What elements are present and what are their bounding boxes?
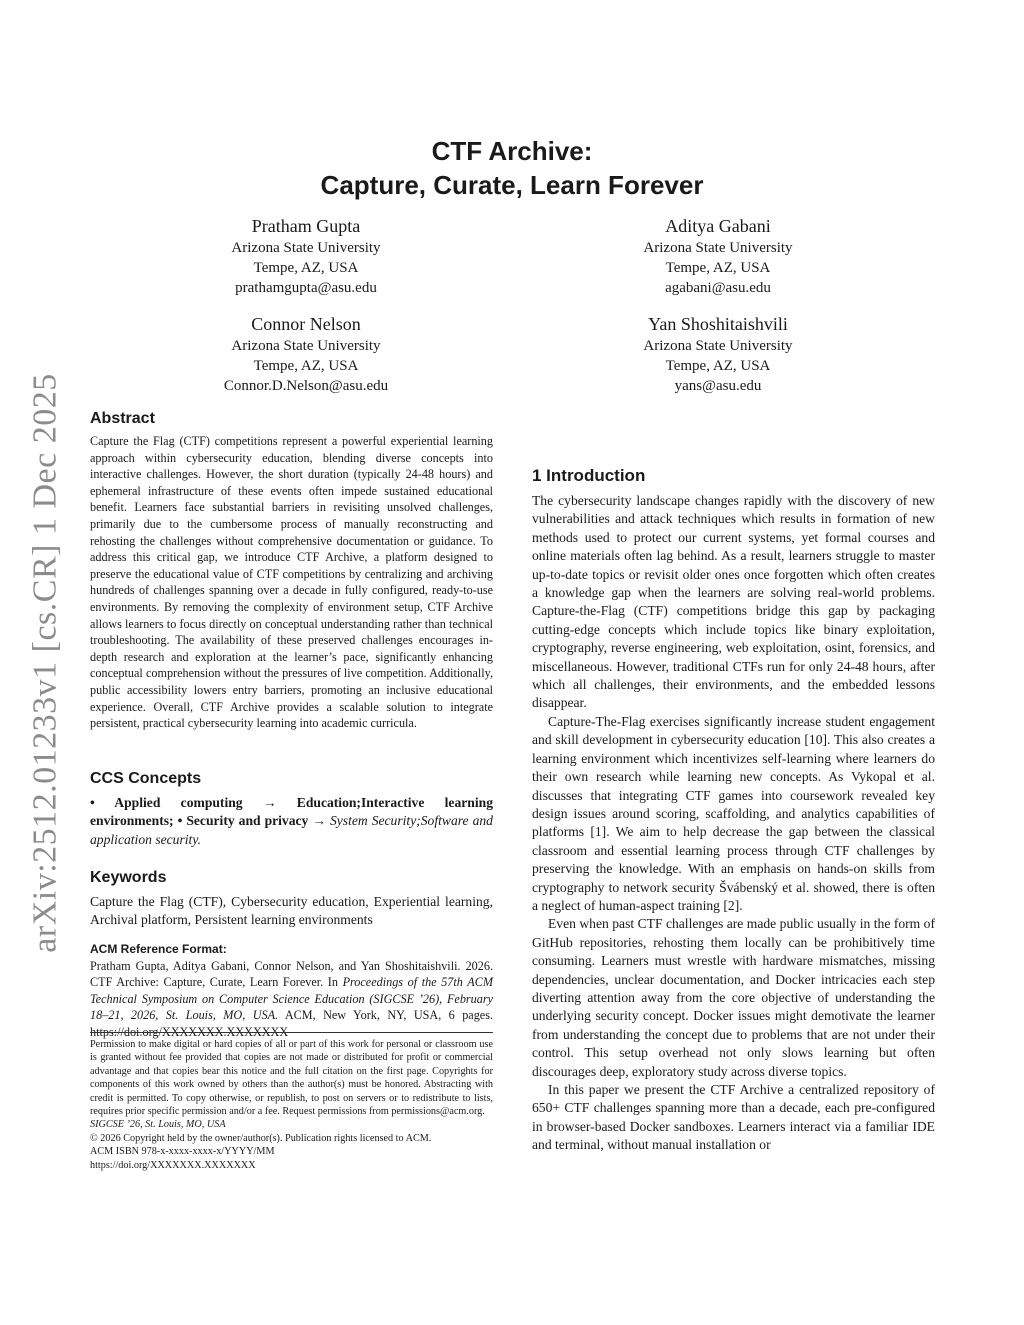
- intro-paragraph-4: In this paper we present the CTF Archive a centralized repository of 650+ CTF challenges spanning more than a decade, each pre-configured in browser-based Docker sandboxes. Learners interact via a familiar IDE and terminal, without manual installation or: [532, 1082, 935, 1153]
- author-location: Tempe, AZ, USA: [665, 260, 771, 276]
- author-email: Connor.D.Nelson@asu.edu: [223, 378, 389, 394]
- doi-line: https://doi.org/XXXXXXX.XXXXXXX: [90, 1159, 256, 1171]
- author-location: Tempe, AZ, USA: [253, 358, 359, 374]
- intro-paragraph-3: Even when past CTF challenges are made public usually in the form of GitHub repositories, rehosting them locally can be prohibitively time consuming. Learners must wrestle with hardware mismatches, missing dependencies, unclear documentation, and Docker intricacies each step diverting attention away from the core objective of understanding the underlying security concept. Docker issues might demotivate the learner from understanding the concept due to problems that are not under their control. This setup overhead not only slows learning but often discourages deep, exploratory study across diverse topics.: [532, 916, 935, 1079]
- author-block-4: [568, 312, 868, 396]
- footnote-rule: [90, 1032, 493, 1033]
- author-block-2: [568, 214, 868, 298]
- ccs-concepts-section: [90, 769, 493, 849]
- keywords-section: [90, 868, 493, 930]
- author-name: Pratham Gupta: [251, 216, 361, 236]
- abstract-text: Capture the Flag (CTF) competitions represent a powerful experiential learning approach within cybersecurity education, blending diverse concepts into interactive challenges. However, the short duration (typically 24-48 hours) and ephemeral infrastructure of these events often impede sustained educational benefit. Learners face substantial barriers in revisiting unsolved challenges, primarily due to the cumbersome process of manually reconstructing and rehosting the challenges without comprehensive documentation or guidance. To address this critical gap, we introduce CTF Archive, a platform designed to preserve the educational value of CTF competitions by centralizing and archiving hundreds of challenges spanning over a decade in fully configured, ready-to-use environments. By removing the complexity of environment setup, CTF Archive allows learners to focus directly on conceptual understanding rather than technical troubleshooting. The availability of these preserved challenges encourages in-depth research and exploration at the learner’s pace, significantly enhancing conceptual comprehension without the pressures of live competition. Additionally, public accessibility lowers entry barriers, promoting an inclusive educational experience. Overall, CTF Archive provides a scalable solution to integrate persistent, practical cybersecurity learning into academic curricula.: [90, 434, 493, 731]
- abstract-heading: Abstract: [90, 410, 155, 427]
- paper-title-line-2: Capture, Curate, Learn Forever: [320, 170, 704, 200]
- keywords-heading: Keywords: [90, 869, 167, 886]
- acm-reference-text: [90, 958, 493, 1041]
- isbn-line: ACM ISBN 978-x-xxxx-xxxx-x/YYYY/MM: [90, 1146, 275, 1158]
- intro-paragraph-1: The cybersecurity landscape changes rapidly with the discovery of new vulnerabilities and attack techniques which results in formation of new methods used to protect our current systems, yet formal courses and online materials often lag behind. As a result, learners struggle to master up-to-date topics or revisit older ones once forgotten which often creates a knowledge gap when the learners are solving real-world problems. Capture-the-Flag (CTF) competitions bridge this gap by packaging cutting-edge concepts which include topics like binary exploitation, cryptography, reverse engineering, web exploitation, osint, forensics, and miscellaneous. However, traditional CTFs run for only 24-48 hours, after which all challenges, their environments, and the embedded lessons disappear.: [532, 493, 935, 711]
- acm-reference-tail: ACM, New York, NY, USA, 6 pages. https://doi.org/XXXXXXX.XXXXXXX: [90, 1008, 493, 1039]
- copyright-line: © 2026 Copyright held by the owner/author(s). Publication rights licensed to ACM.: [90, 1132, 432, 1144]
- author-email: yans@asu.edu: [674, 378, 762, 394]
- intro-paragraph-2: Capture-The-Flag exercises significantly increase student engagement and skill development in cybersecurity education [10]. This also creates a learning environment which incentivizes self-learning where learners do their own research while learning new concepts. As Vykopal et al. discusses that integrating CTF games into coursework revealed key design issues around scoring, scaffolding, and analytics capabilities of platforms [1]. We aim to help decrease the gap between the classical classroom and essential learning process through CTF challenges by preserving the knowledge. With an emphasis on hands-on skills from cryptography to network security Švábenský et al. showed, there is often a neglect of human-aspect training [2].: [532, 713, 935, 913]
- acm-reference-heading: ACM Reference Format:: [90, 942, 227, 956]
- arxiv-side-identifier: [26, 372, 66, 953]
- author-affiliation: Arizona State University: [231, 338, 381, 354]
- keywords-text: Capture the Flag (CTF), Cybersecurity education, Experiential learning, Archival platform, Persistent learning environments: [90, 894, 493, 928]
- introduction-section: [532, 466, 935, 1155]
- ccs-heading: CCS Concepts: [90, 770, 202, 787]
- author-location: Tempe, AZ, USA: [253, 260, 359, 276]
- ccs-bullet-1: • Applied computing → Education;Interactive learning environments;: [90, 795, 493, 829]
- ccs-bullet-2: • Security and privacy →: [177, 813, 326, 829]
- author-name: Yan Shoshitaishvili: [648, 314, 788, 334]
- author-location: Tempe, AZ, USA: [665, 358, 771, 374]
- acm-reference-plain: Pratham Gupta, Aditya Gabani, Connor Nelson, and Yan Shoshitaishvili. 2026. CTF Archive: Capture, Curate, Learn Forever. In: [90, 958, 493, 990]
- author-block-3: [156, 312, 456, 396]
- author-email: agabani@asu.edu: [665, 280, 771, 296]
- abstract-section: [90, 409, 493, 732]
- ccs-text: [90, 794, 493, 849]
- author-affiliation: Arizona State University: [643, 240, 793, 256]
- author-name: Aditya Gabani: [665, 216, 771, 236]
- introduction-heading: 1 Introduction: [532, 466, 646, 485]
- paper-title-line-1: CTF Archive:: [431, 136, 593, 166]
- permission-text: Permission to make digital or hard copies of all or part of this work for personal or classroom use is granted without fee provided that copies are not made or distributed for profit or commercial advantage and that copies bear this notice and the full citation on the first page. Copyrights for components of this work owned by others than the author(s) must be honored. Abstracting with credit is permitted. To copy otherwise, or republish, to post on servers or to redistribute to lists, requires prior specific permission and/or a fee. Request permissions from permissions@acm.org.: [90, 1039, 493, 1118]
- author-name: Connor Nelson: [251, 314, 361, 334]
- acm-reference-proceedings: Proceedings of the 57th ACM Technical Symposium on Computer Science Education (SIGCSE ’26), February 18–21, 2026, St. Louis, MO, USA.: [90, 975, 493, 1023]
- author-email: prathamgupta@asu.edu: [235, 280, 377, 296]
- permission-block: [90, 1032, 493, 1172]
- author-affiliation: Arizona State University: [231, 240, 381, 256]
- ccs-bullet-2-detail: System Security;Software and application security.: [90, 813, 493, 847]
- author-block-1: [156, 214, 456, 298]
- author-affiliation: Arizona State University: [643, 338, 793, 354]
- acm-reference-section: [90, 941, 493, 1041]
- venue-line: [90, 1118, 493, 1131]
- venue-text: SIGCSE ’26, St. Louis, MO, USA: [90, 1119, 226, 1131]
- arxiv-identifier-text: arXiv:2512.01233v1 [cs.CR] 1 Dec 2025: [27, 372, 65, 953]
